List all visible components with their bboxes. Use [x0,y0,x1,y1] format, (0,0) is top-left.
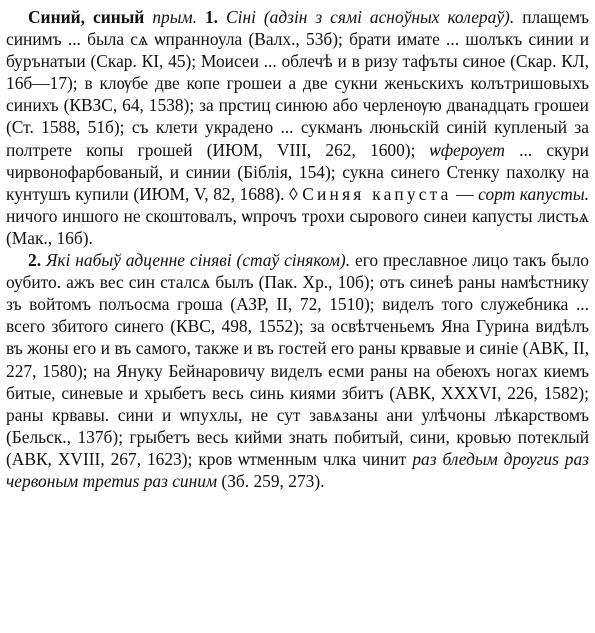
sense-2-paragraph [6,249,589,492]
sense-2-citations: его преславное лицо такъ было оубито. ажъ вес син сталсѧ былъ (Пак. Хр., 10б); отъ синеѣ раны намѣстнику зъ войтомъ полъосма гроша (АЗР, II, 72, 1510); виделъ того служебника ... всего збитого синего (КВС, 498, 1552); за освѣтченьемъ Яна Гурина видѣлъ въ жоны его и въ самого, также и въ гостей его раны крвавые и синіе (АВК, II, 227, 1580); на Януку Бейнаровичу виделъ есми раны на обеюхъ ногах киемъ битые, синевые и хрыбетъ весь синь киями збитъ (АВК, XXXVI, 226, 1582); раны крвавы. сини и ѡпухлы, не сут завѧзаны ани улѣчоны лѣкарствомъ (Бельск., 137б); грыбетъ весь кийми знать побитый, сини, кровью потеклый (АВК, XVIII, 267, 1623); [6,250,589,469]
sense-2-tail-b: раз бледым дрѹгиѕ раз червоным третиѕ раз синим [6,448,589,491]
sense-1-citations-a: плащемъ синимъ ... была сѧ ѡпранноула (Валх., 53б); брати имате ... шолъкъ синии и бурънатыи (Скар. КІ, 45); Моисеи ... облечѣ и в ризу тафъты синое (Скар. КЛ, 16б—17); в клѹбе две копе грошеи а две сукни женьскихъ колътришовыхъ синихъ (КВЗС, 64, 1538); за прстиц синюю або черленѹю дванадцать грошеи (Ст. 1588, 51б); съ клети украдено ... сукманъ люньскій синій купленый за полтрете копы грошей (ИЮМ, VIII, 262, 1600); [6,7,589,160]
sense-number-1: 1. [204,7,219,27]
sense-1-citations-b: ... скури чирвонофарбованый, и синии (Біблія, 154); сукна синего Стенку пахолку на кунтушъ купили (ИЮМ, V, 82, 1688). [6,139,589,204]
phrase-definition: сорт капусты. [478,183,589,204]
part-of-speech-label: прым. [152,7,197,27]
headword: Синий, синый [28,7,145,27]
sense-1-paragraph [6,6,589,249]
phrase-term: Синяя капуста [302,183,452,204]
phrase-marker: ◊ [289,183,298,204]
sense-1-definition: Сіні (адзін з сямі асноўных колераў). [226,7,515,27]
sense-number-2: 2. [28,250,42,271]
sense-1-citations-c: ничого иншого не скоштовалъ, ѡпрочъ трохи сырового синеи капусты листьѧ (Мак., 16б). [6,205,589,248]
phrase-dash: — [456,183,474,204]
sense-2-tail-c: (Зб. 259, 273). [221,470,325,491]
sense-1-foreign-word: ѡферѹет [429,139,505,160]
sense-2-definition: Які набыў адценне сіняві (стаў сіняком). [45,250,351,271]
sense-2-tail-a: кров ѡтменным члка чинит [198,448,407,469]
